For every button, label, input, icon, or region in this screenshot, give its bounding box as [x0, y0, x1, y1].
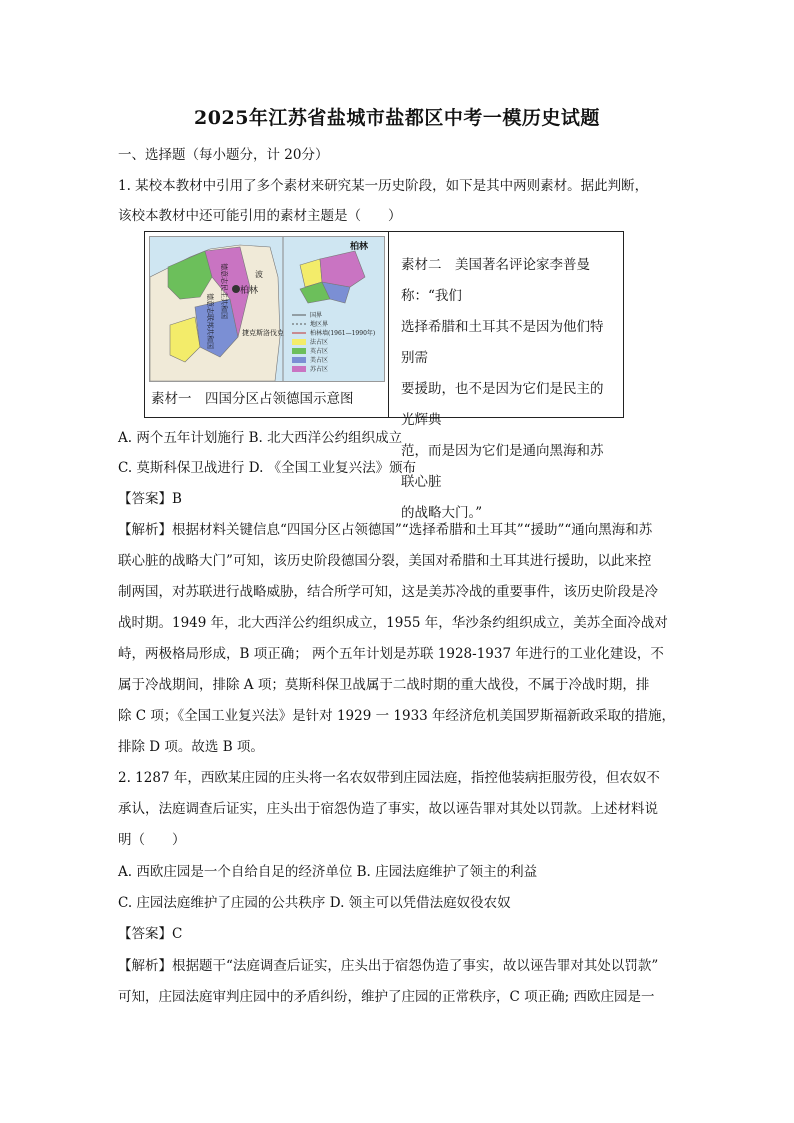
- q2-stem-line: 承认，法庭调查后证实，庄头出于宿怨伪造了事实，故以诬告罪对其处以罚款。上述材料说: [118, 801, 658, 817]
- material2-line: 要援助，也不是因为它们是民主的光辉典: [401, 381, 604, 428]
- q1-options-line2: C. 莫斯科保卫战进行 D. 《全国工业复兴法》颁布: [118, 460, 417, 476]
- legend-swatch: [292, 357, 306, 363]
- legend-label: 法占区: [310, 339, 329, 346]
- material2-line: 的战略大门。”: [401, 505, 483, 521]
- legend-label: 英占区: [310, 348, 329, 355]
- legend-label: 国界: [310, 312, 323, 319]
- legend-swatch: [292, 348, 306, 354]
- legend-swatch: [292, 366, 306, 372]
- material1-cell: [145, 232, 389, 417]
- germany-zones-map-graphic: [150, 237, 384, 381]
- q1-stem-line2: 该校本教材中还可能引用的素材主题是（ ）: [118, 208, 402, 224]
- q1-options-line1: A. 两个五年计划施行 B. 北大西洋公约组织成立: [118, 430, 403, 446]
- map-label-frg: 德意志联邦共和国: [206, 293, 214, 349]
- q1-analysis-line: 排除 D 项。故选 B 项。: [118, 739, 264, 755]
- q1-analysis-line: 除 C 项；《全国工业复兴法》是针对 1929 一 1933 年经济危机美国罗斯福新政采取的措施，: [118, 708, 676, 724]
- material2-line: 选择希腊和土耳其不是因为他们特别需: [401, 319, 604, 366]
- material1-caption: 素材一 四国分区占领德国示意图: [151, 391, 354, 407]
- legend-label: 柏林墙(1961—1990年): [310, 330, 376, 337]
- map-label-czech: 捷克斯洛伐克: [242, 329, 284, 337]
- q1-analysis-line: 联心脏的战略大门”可知，该历史阶段德国分裂，美国对希腊和土耳其进行援助，以此来控: [118, 553, 652, 569]
- legend-swatch: [292, 339, 306, 345]
- map-label-poland: 波: [255, 270, 263, 279]
- q1-analysis-line: 峙，两极格局形成，B 项正确； 两个五年计划是苏联 1928-1937 年进行的工业化建设，不: [118, 646, 664, 662]
- q2-answer: 【答案】C: [118, 926, 183, 942]
- q1-analysis-line: 战时期。1949 年，北大西洋公约组织成立，1955 年，华沙条约组织成立，美苏全面冷战对: [118, 615, 668, 631]
- material2-line: 素材二 美国著名评论家李普曼称：“我们: [401, 257, 590, 304]
- material2-cell: [389, 232, 623, 521]
- q2-options-line1: A. 西欧庄园是一个自给自足的经济单位 B. 庄园法庭维护了领主的利益: [118, 864, 538, 880]
- page-title: 2025年江苏省盐城市盐都区中考一模历史试题: [194, 107, 600, 129]
- q2-stem-line: 明（ ）: [118, 832, 186, 848]
- q1-analysis-line: 【解析】根据材料关键信息“四国分区占领德国”“选择希腊和土耳其”“援助”“通向黑海和苏: [118, 522, 653, 538]
- q2-analysis-line: 可知，庄园法庭审判庄园中的矛盾纠纷，维护了庄园的正常秩序，C 项正确; 西欧庄园是一: [118, 989, 655, 1005]
- legend-label: 地区界: [310, 321, 329, 328]
- q1-analysis-line: 属于冷战期间，排除 A 项；莫斯科保卫战属于二战时期的重大战役，不属于冷战时期，排: [118, 677, 650, 693]
- q2-stem-line: 2. 1287 年，西欧某庄园的庄头将一名农奴带到庄园法庭，指控他装病拒服劳役，但农奴不: [118, 770, 660, 786]
- legend-label: 苏占区: [310, 366, 329, 373]
- inset-label-berlin: 柏林: [350, 242, 369, 252]
- legend-label: 美占区: [310, 357, 329, 364]
- material2-line: 范，而是因为它们是通向黑海和苏联心脏: [401, 443, 604, 490]
- section-heading: 一、选择题（每小题分，计 20分）: [118, 147, 329, 163]
- q2-options-line2: C. 庄园法庭维护了庄园的公共秩序 D. 领主可以凭借法庭奴役农奴: [118, 895, 511, 911]
- map-label-gdr: 德意志民主共和国: [220, 263, 228, 319]
- occupation-map: [149, 236, 385, 382]
- q2-analysis-line: 【解析】根据题干“法庭调查后证实，庄头出于宿怨伪造了事实，故以诬告罪对其处以罚款”: [118, 958, 659, 974]
- q1-answer: 【答案】B: [118, 491, 182, 507]
- map-label-berlin: 柏林: [240, 286, 259, 296]
- q1-stem-line1: 1. 某校本教材中引用了多个素材来研究某一历史阶段，如下是其中两则素材。据此判断，: [118, 178, 649, 194]
- map-berlin-dot: [232, 285, 240, 293]
- q1-analysis-line: 制两国，对苏联进行战略威胁，结合所学可知，这是美苏冷战的重要事件，该历史阶段是冷: [118, 584, 658, 600]
